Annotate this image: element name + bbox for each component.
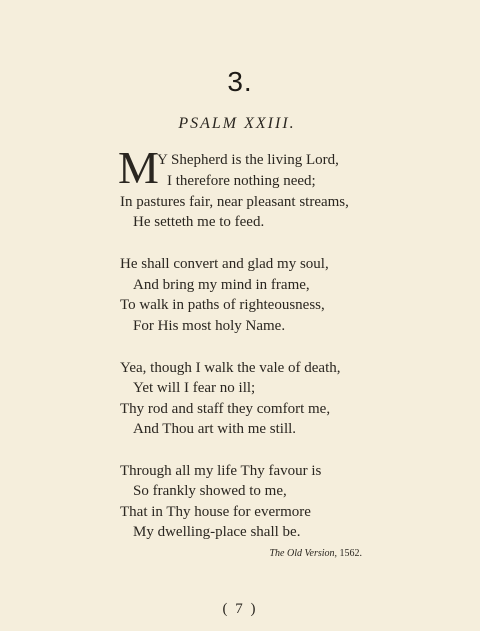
verse-line: He shall convert and glad my soul, (120, 256, 329, 272)
verse-line: For His most holy Name. (133, 318, 286, 334)
attribution-year: 1562. (339, 548, 362, 559)
verse-line: And bring my mind in frame, (133, 277, 310, 293)
verse-line: I therefore nothing need; (167, 173, 316, 189)
attribution-source: The Old Version, (269, 548, 337, 559)
verse-line: Thy rod and staff they comfort me, (120, 401, 331, 417)
verse-line: My dwelling-place shall be. (133, 524, 301, 540)
attribution (270, 548, 363, 559)
psalm-title: PSALM XXIII. (178, 115, 296, 132)
verse-line: Y Shepherd is the living Lord, (157, 152, 339, 168)
verse-line: And Thou art with me still. (133, 421, 297, 437)
verse-line: In pastures fair, near pleasant streams, (120, 194, 349, 210)
verse-line: Yea, though I walk the vale of death, (120, 360, 341, 376)
verse-line: Through all my life Thy favour is (120, 463, 322, 479)
verse-line: So frankly showed to me, (133, 483, 287, 499)
drop-cap: M (118, 142, 158, 193)
verse-line: To walk in paths of righteousness, (120, 297, 325, 313)
verse-line: Yet will I fear no ill; (133, 380, 256, 396)
page-number: ( 7 ) (222, 601, 258, 617)
hymn-number: 3. (227, 66, 253, 97)
verse-line: He setteth me to feed. (133, 214, 265, 230)
verse-line: That in Thy house for evermore (120, 504, 311, 520)
